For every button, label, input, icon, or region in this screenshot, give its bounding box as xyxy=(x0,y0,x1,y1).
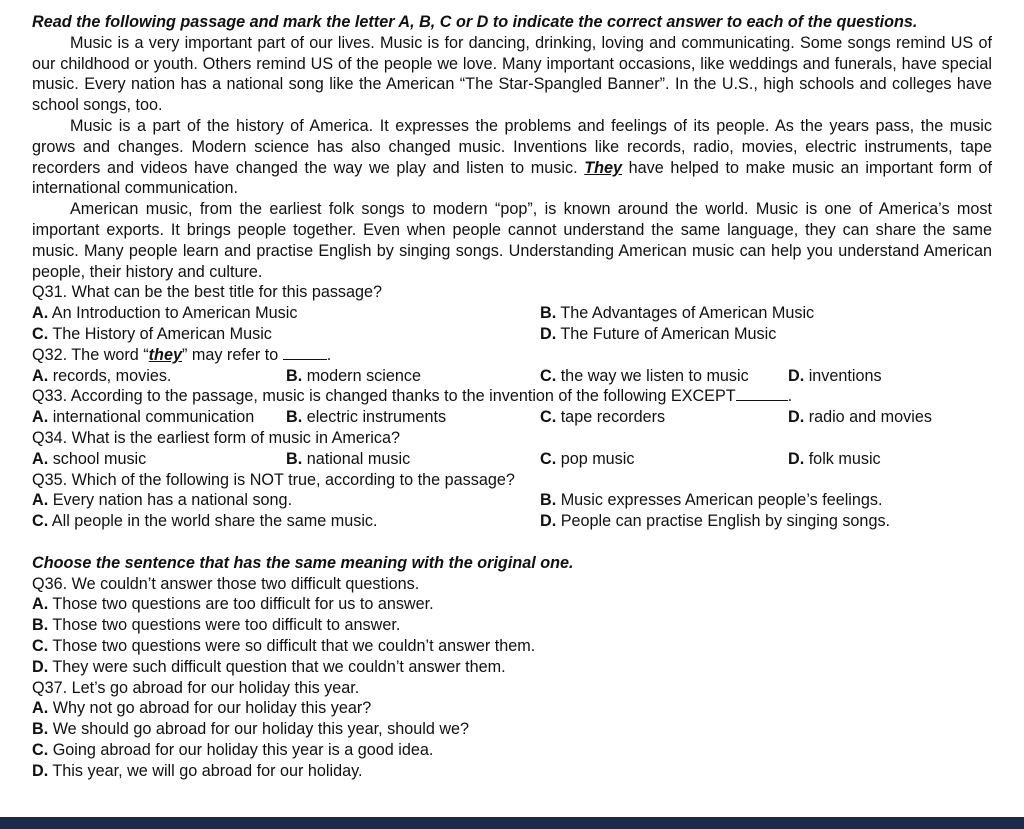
answer-blank[interactable] xyxy=(736,386,788,401)
question-34-options-row xyxy=(32,449,992,470)
q35-option-c[interactable] xyxy=(32,511,378,532)
question-33-stem xyxy=(32,386,992,407)
q32-option-d[interactable] xyxy=(788,366,882,387)
option-text: The Advantages of American Music xyxy=(560,304,815,323)
q32-stem-post: ” may refer to xyxy=(181,345,279,364)
option-letter: B. xyxy=(540,304,557,323)
question-37-stem: Q37. Let’s go abroad for our holiday this year. xyxy=(32,678,360,697)
passage-paragraph-2-body: Music is a part of the history of America. It expresses the problems and feelings of its people. As the years pass, the music grows and changes. Modern science has also changed music. Inventions like records, radio, movies, electric instruments, tape recorders and videos have changed the way we play and listen to music. xyxy=(32,116,992,177)
option-letter: D. xyxy=(32,761,49,780)
option-text: Those two questions were too difficult to answer. xyxy=(52,616,401,635)
option-letter: D. xyxy=(540,324,557,343)
question-36-stem: Q36. We couldn’t answer those two difficult questions. xyxy=(32,574,420,593)
bottom-bar xyxy=(0,817,1024,829)
question-31-options-row-1 xyxy=(32,303,992,324)
q32-option-c[interactable] xyxy=(540,366,749,387)
q32-option-b[interactable] xyxy=(286,366,421,387)
option-letter: A. xyxy=(32,408,49,427)
q34-option-c[interactable] xyxy=(540,449,634,470)
option-text: They were such difficult question that we couldn’t answer them. xyxy=(52,657,506,676)
option-letter: B. xyxy=(32,720,49,739)
section-2-instruction: Choose the sentence that has the same meaning with the original one. xyxy=(32,553,574,572)
option-text: electric instruments xyxy=(306,408,447,427)
option-letter: A. xyxy=(32,491,49,510)
option-letter: C. xyxy=(32,740,49,759)
q32-underlined-word: they xyxy=(148,345,182,364)
q36-option-a[interactable] xyxy=(32,594,992,615)
option-letter: C. xyxy=(32,636,49,655)
option-letter: B. xyxy=(286,408,303,427)
q31-option-b[interactable] xyxy=(540,303,814,324)
option-letter: D. xyxy=(540,512,557,531)
option-letter: D. xyxy=(788,366,805,385)
question-32-options-row xyxy=(32,366,992,387)
question-35-options-row-2 xyxy=(32,511,992,532)
option-text: modern science xyxy=(306,366,421,385)
underlined-word-they: They xyxy=(584,158,622,177)
option-letter: D. xyxy=(788,449,805,468)
option-text: radio and movies xyxy=(808,408,932,427)
q33-option-a[interactable] xyxy=(32,407,254,428)
option-text: pop music xyxy=(560,449,635,468)
option-letter: A. xyxy=(32,699,49,718)
option-letter: C. xyxy=(32,512,49,531)
option-text: We should go abroad for our holiday this year, should we? xyxy=(52,720,470,739)
passage-paragraph-2 xyxy=(32,116,992,199)
option-letter: A. xyxy=(32,304,49,323)
option-text: An Introduction to American Music xyxy=(51,304,298,323)
option-letter: C. xyxy=(32,324,49,343)
option-text: folk music xyxy=(808,449,881,468)
section-spacer xyxy=(32,532,992,553)
passage-paragraph-1: Music is a very important part of our lives. Music is for dancing, drinking, loving and communicating. Some songs remind US of our childhood or youth. Others remind US of the people we love. Many important occasions, like weddings and funerals, have special music. Every nation has a national song like the American “The Star-Spangled Banner”. In the U.S., high schools and colleges have school songs, too. xyxy=(32,33,992,115)
q31-option-d[interactable] xyxy=(540,324,776,345)
q36-option-d[interactable] xyxy=(32,657,992,678)
q34-option-d[interactable] xyxy=(788,449,881,470)
option-text: Those two questions were so difficult that we couldn’t answer them. xyxy=(52,636,536,655)
option-text: The History of American Music xyxy=(52,324,272,343)
option-text: the way we listen to music xyxy=(560,366,749,385)
q37-option-d[interactable] xyxy=(32,761,992,782)
q35-option-d[interactable] xyxy=(540,511,890,532)
q37-option-c[interactable] xyxy=(32,740,992,761)
option-text: Those two questions are too difficult for us to answer. xyxy=(52,595,434,614)
worksheet-page xyxy=(32,12,992,781)
option-letter: B. xyxy=(32,616,49,635)
q33-stem-text: Q33. According to the passage, music is changed thanks to the invention of the following EXCEPT xyxy=(32,387,736,406)
option-text: Music expresses American people’s feelings. xyxy=(560,491,883,510)
option-letter: C. xyxy=(540,408,557,427)
option-text: inventions xyxy=(808,366,882,385)
option-text: All people in the world share the same music. xyxy=(51,512,378,531)
q35-option-b[interactable] xyxy=(540,490,883,511)
question-35-options-row-1 xyxy=(32,490,992,511)
option-text: This year, we will go abroad for our holiday. xyxy=(52,761,363,780)
option-text: People can practise English by singing songs. xyxy=(560,512,891,531)
passage-paragraph-2-tail: have helped to make music an important form of international communication. xyxy=(32,158,992,198)
q33-period: . xyxy=(787,387,793,406)
q34-option-b[interactable] xyxy=(286,449,410,470)
question-31-options-row-2 xyxy=(32,324,992,345)
q35-option-a[interactable] xyxy=(32,490,292,511)
option-letter: D. xyxy=(788,408,805,427)
option-text: national music xyxy=(306,449,411,468)
option-text: school music xyxy=(52,449,147,468)
q32-stem-pre: Q32. The word “ xyxy=(32,345,149,364)
option-letter: B. xyxy=(286,449,303,468)
option-text: The Future of American Music xyxy=(560,324,777,343)
q32-option-a[interactable] xyxy=(32,366,171,387)
option-text: Every nation has a national song. xyxy=(52,491,293,510)
q33-option-d[interactable] xyxy=(788,407,932,428)
q34-option-a[interactable] xyxy=(32,449,146,470)
question-34-stem: Q34. What is the earliest form of music in America? xyxy=(32,428,400,447)
option-text: tape recorders xyxy=(560,408,666,427)
q33-option-b[interactable] xyxy=(286,407,446,428)
option-text: records, movies. xyxy=(52,366,172,385)
q36-option-c[interactable] xyxy=(32,636,992,657)
option-text: Why not go abroad for our holiday this year? xyxy=(52,699,372,718)
option-letter: C. xyxy=(540,366,557,385)
option-letter: A. xyxy=(32,595,49,614)
question-31-stem: Q31. What can be the best title for this passage? xyxy=(32,283,383,302)
option-letter: A. xyxy=(32,449,49,468)
option-letter: C. xyxy=(540,449,557,468)
option-letter: D. xyxy=(32,657,49,676)
q31-option-c[interactable] xyxy=(32,324,272,345)
q31-option-a[interactable] xyxy=(32,303,297,324)
question-32-stem xyxy=(32,345,992,366)
question-33-options-row xyxy=(32,407,992,428)
answer-blank[interactable] xyxy=(283,345,327,360)
option-text: Going abroad for our holiday this year is a good idea. xyxy=(52,740,434,759)
q37-option-b[interactable] xyxy=(32,719,992,740)
option-letter: B. xyxy=(286,366,303,385)
section-1-instruction: Read the following passage and mark the letter A, B, C or D to indicate the correct answer to each of the questions. xyxy=(32,13,918,31)
question-35-stem: Q35. Which of the following is NOT true, according to the passage? xyxy=(32,470,515,489)
option-letter: B. xyxy=(540,491,557,510)
q33-option-c[interactable] xyxy=(540,407,665,428)
q37-option-a[interactable] xyxy=(32,698,992,719)
option-letter: A. xyxy=(32,366,49,385)
passage-paragraph-3: American music, from the earliest folk songs to modern “pop”, is known around the world. Music is one of America’s most important exports. It brings people together. Even when people cannot understand the same language, they can share the same music. Many people learn and practise English by singing songs. Understanding American music can help you understand American people, their history and culture. xyxy=(32,200,992,281)
option-text: international communication xyxy=(52,408,255,427)
q32-period: . xyxy=(326,345,332,364)
q36-option-b[interactable] xyxy=(32,615,992,636)
